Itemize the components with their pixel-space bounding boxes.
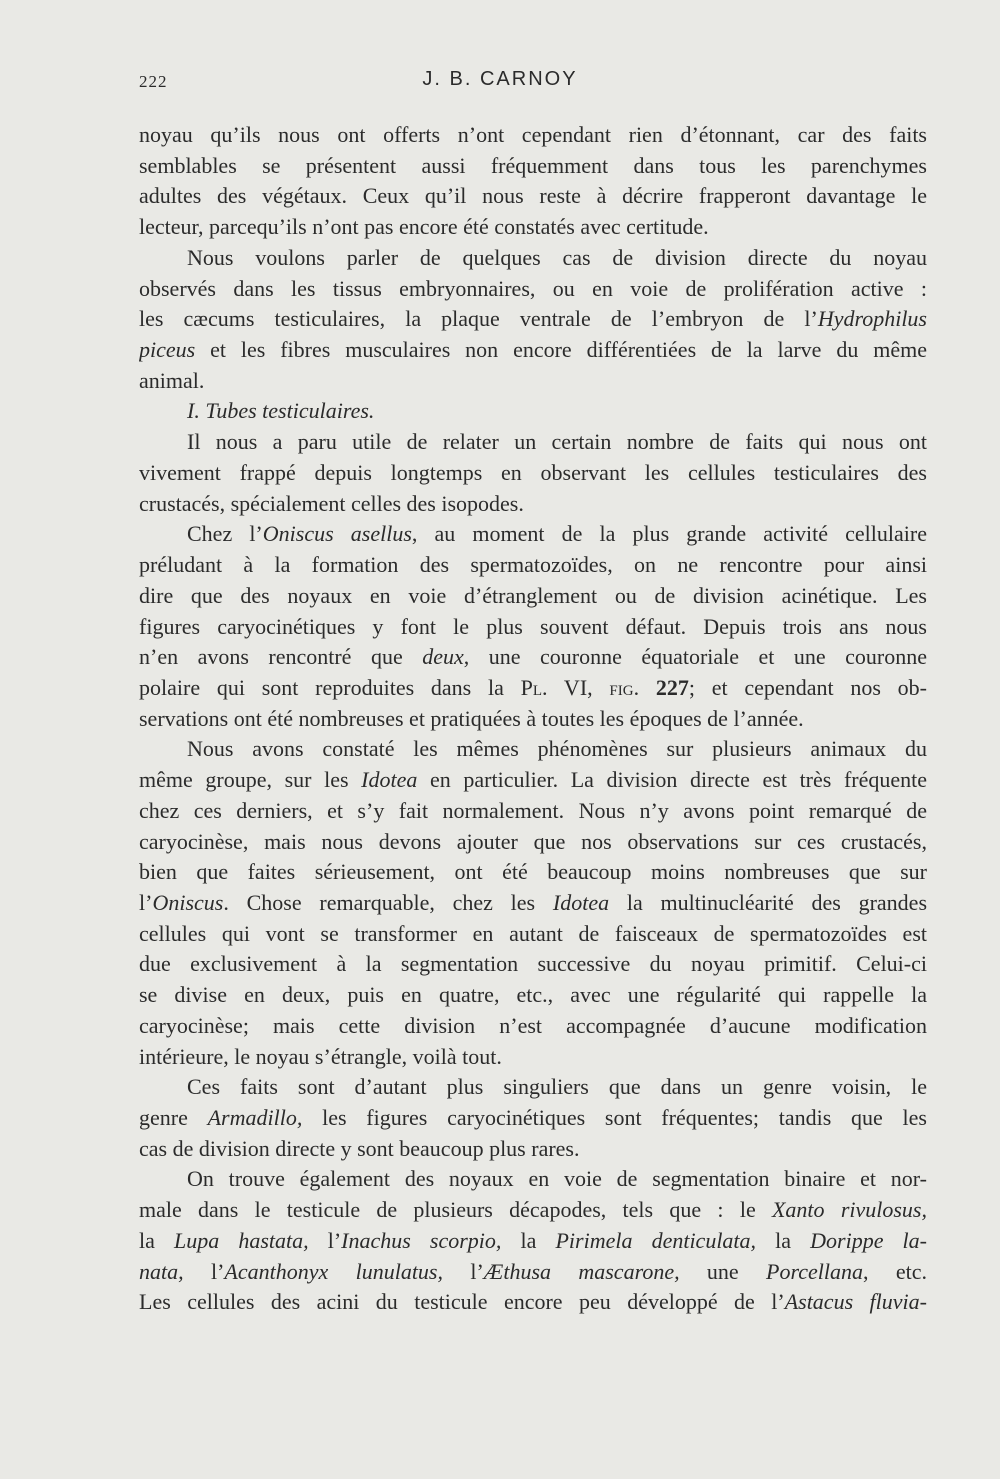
- text-segment: vivement frappé depuis longtemps en observant les cellules testiculaires des: [139, 459, 927, 485]
- text-segment: polaire qui sont reproduites dans la: [139, 674, 521, 700]
- text-line: [139, 1257, 927, 1288]
- text-segment: On trouve également des noyaux en voie de segmentation binaire et nor-: [187, 1166, 927, 1192]
- text-segment: male dans le testicule de plusieurs décapodes, tels que : le: [139, 1197, 772, 1223]
- text-segment: observés dans les tissus embryonnaires, ou en voie de prolifération active :: [139, 275, 927, 301]
- text-line: [139, 1195, 927, 1226]
- text-line: [139, 642, 927, 673]
- text-segment: , au moment de la plus grande activité cellulaire: [411, 521, 927, 547]
- text-segment: semblables se présentent aussi fréquemment dans tous les parenchymes: [139, 152, 927, 178]
- text-line: [139, 1287, 927, 1318]
- text-segment: cas de division directe y sont beaucoup plus rares.: [139, 1135, 580, 1161]
- text-segment: servations ont été nombreuses et pratiquées à toutes les époques de l’année.: [139, 705, 804, 731]
- text-segment: même groupe, sur les: [139, 767, 362, 793]
- text-segment: la: [756, 1227, 811, 1253]
- text-segment: bien que faites sérieusement, ont été beaucoup moins nombreuses que sur: [139, 859, 927, 885]
- text-line: [139, 827, 927, 858]
- text-line: [139, 734, 927, 765]
- text-line: [139, 181, 927, 212]
- text-line: [139, 519, 927, 550]
- page-number: 222: [139, 72, 168, 91]
- text-segment: Il nous a paru utile de relater un certain nombre de faits qui nous ont: [187, 429, 927, 455]
- text-segment: et les fibres musculaires non encore différentiées de la larve du même: [195, 337, 927, 363]
- text-line: [139, 120, 927, 151]
- text-segment: 227: [655, 674, 689, 700]
- text-line: [139, 304, 927, 335]
- text-segment: Hydrophilus: [817, 306, 927, 332]
- section-heading: [139, 396, 927, 427]
- text-segment: dire que des noyaux en voie d’étranglement ou de division acinétique. Les: [139, 582, 927, 608]
- text-segment: les figures caryocinétiques sont fréquentes; tandis que les: [302, 1105, 927, 1130]
- text-segment: Æthusa mascarone,: [483, 1258, 680, 1284]
- text-line: [139, 612, 927, 643]
- text-segment: préludant à la formation des spermatozoïdes, on ne rencontre pour ainsi: [139, 552, 927, 578]
- text-line: [139, 704, 927, 735]
- text-segment: , etc.: [862, 1258, 927, 1284]
- text-segment: . Chose remarquable, chez les: [223, 889, 553, 915]
- text-segment: Nous avons constaté les mêmes phénomènes sur plusieurs animaux du: [187, 736, 927, 762]
- text-line: [139, 1134, 927, 1165]
- text-segment: genre: [139, 1105, 208, 1130]
- text-line: [139, 489, 927, 520]
- text-line: [139, 1226, 927, 1257]
- text-segment: adultes des végétaux. Ceux qu’il nous reste à décrire frapperont davantage le: [139, 183, 927, 209]
- text-segment: figures caryocinétiques y font le plus souvent défaut. Depuis trois ans nous: [139, 613, 927, 639]
- text-segment: la: [501, 1227, 556, 1253]
- text-segment: la: [139, 1227, 174, 1253]
- text-line: [139, 212, 927, 243]
- text-segment: Oniscus: [152, 889, 224, 915]
- text-line: [139, 243, 927, 274]
- text-segment: les cæcums testiculaires, la plaque ventrale de l’embryon de l’: [139, 306, 818, 332]
- text-segment: Idotea: [552, 889, 610, 915]
- text-line: [139, 1072, 927, 1103]
- text-segment: n’en avons rencontré que: [139, 644, 423, 670]
- text-segment: Lupa hastata,: [173, 1227, 309, 1253]
- text-segment: Dorippe la-: [810, 1227, 927, 1253]
- text-segment: intérieure, le noyau s’étrangle, voilà tout.: [139, 1043, 502, 1069]
- text-line: [139, 366, 927, 397]
- text-segment: Xanto rivulosus,: [771, 1197, 927, 1223]
- text-segment: [639, 675, 656, 700]
- text-segment: Nous voulons parler de quelques cas de division directe du noyau: [187, 244, 927, 270]
- text-line: [139, 335, 927, 366]
- body-text: [139, 120, 927, 1318]
- text-segment: Pirimela denticulata,: [555, 1227, 757, 1253]
- text-segment: se divise en deux, puis en quatre, etc., avec une régularité qui rappelle la: [139, 982, 927, 1008]
- text-line: [139, 765, 927, 796]
- text-segment: nata,: [139, 1258, 184, 1284]
- text-segment: ; et cependant nos ob-: [688, 674, 927, 700]
- text-segment: Ces faits sont d’autant plus singuliers que dans un genre voisin, le: [187, 1074, 927, 1100]
- text-segment: l’: [443, 1258, 484, 1284]
- text-segment: due exclusivement à la segmentation successive du noyau primitif. Celui-ci: [139, 951, 927, 977]
- text-segment: Pl. VI, fig.: [520, 674, 640, 700]
- text-line: [139, 458, 927, 489]
- text-segment: Chez l’: [187, 521, 263, 547]
- text-line: [139, 581, 927, 612]
- text-line: [139, 919, 927, 950]
- running-title: J. B. CARNOY: [422, 68, 578, 90]
- text-segment: , une couronne équatoriale et une couronne: [463, 644, 927, 670]
- text-segment: Armadillo,: [207, 1105, 303, 1130]
- text-segment: I. Tubes testiculaires.: [187, 398, 375, 424]
- text-line: [139, 1103, 927, 1134]
- text-segment: Acanthonyx lunulatus,: [224, 1258, 443, 1284]
- text-segment: deux: [422, 644, 464, 670]
- text-line: [139, 274, 927, 305]
- text-segment: l’: [139, 889, 153, 915]
- text-segment: caryocinèse; mais cette division n’est accompagnée d’aucune modification: [139, 1012, 927, 1038]
- text-line: [139, 1011, 927, 1042]
- text-segment: l’: [183, 1258, 225, 1284]
- text-line: [139, 550, 927, 581]
- text-segment: en particulier. La division directe est très fréquente: [417, 767, 927, 793]
- text-line: [139, 949, 927, 980]
- text-line: [139, 888, 927, 919]
- text-segment: caryocinèse, mais nous devons ajouter que nos observations sur ces crustacés,: [139, 828, 927, 854]
- text-segment: chez ces derniers, et s’y fait normalement. Nous n’y avons point remarqué de: [139, 797, 927, 823]
- text-segment: Astacus fluvia-: [784, 1289, 927, 1315]
- text-segment: noyau qu’ils nous ont offerts n’ont cependant rien d’étonnant, car des faits: [139, 122, 927, 147]
- text-line: [139, 427, 927, 458]
- text-segment: une: [679, 1258, 767, 1284]
- text-line: [139, 796, 927, 827]
- text-line: [139, 1164, 927, 1195]
- text-segment: Porcellana: [766, 1258, 863, 1284]
- text-segment: piceus: [139, 337, 196, 363]
- text-segment: animal.: [139, 367, 205, 393]
- text-line: [139, 151, 927, 182]
- text-segment: lecteur, parcequ’ils n’ont pas encore été constatés avec certitude.: [139, 214, 709, 240]
- text-segment: la multinucléarité des grandes: [609, 889, 927, 915]
- text-segment: crustacés, spécialement celles des isopodes.: [139, 490, 524, 516]
- text-segment: Les cellules des acini du testicule encore peu développé de l’: [139, 1289, 785, 1315]
- text-line: [139, 673, 927, 704]
- text-segment: Idotea: [361, 767, 418, 793]
- text-line: [139, 980, 927, 1011]
- text-segment: Inachus scorpio,: [341, 1227, 502, 1253]
- text-segment: cellules qui vont se transformer en autant de faisceaux de spermatozoïdes est: [139, 920, 927, 946]
- text-line: [139, 1042, 927, 1073]
- text-line: [139, 857, 927, 888]
- text-segment: Oniscus asellus: [262, 521, 412, 547]
- text-segment: l’: [308, 1227, 342, 1253]
